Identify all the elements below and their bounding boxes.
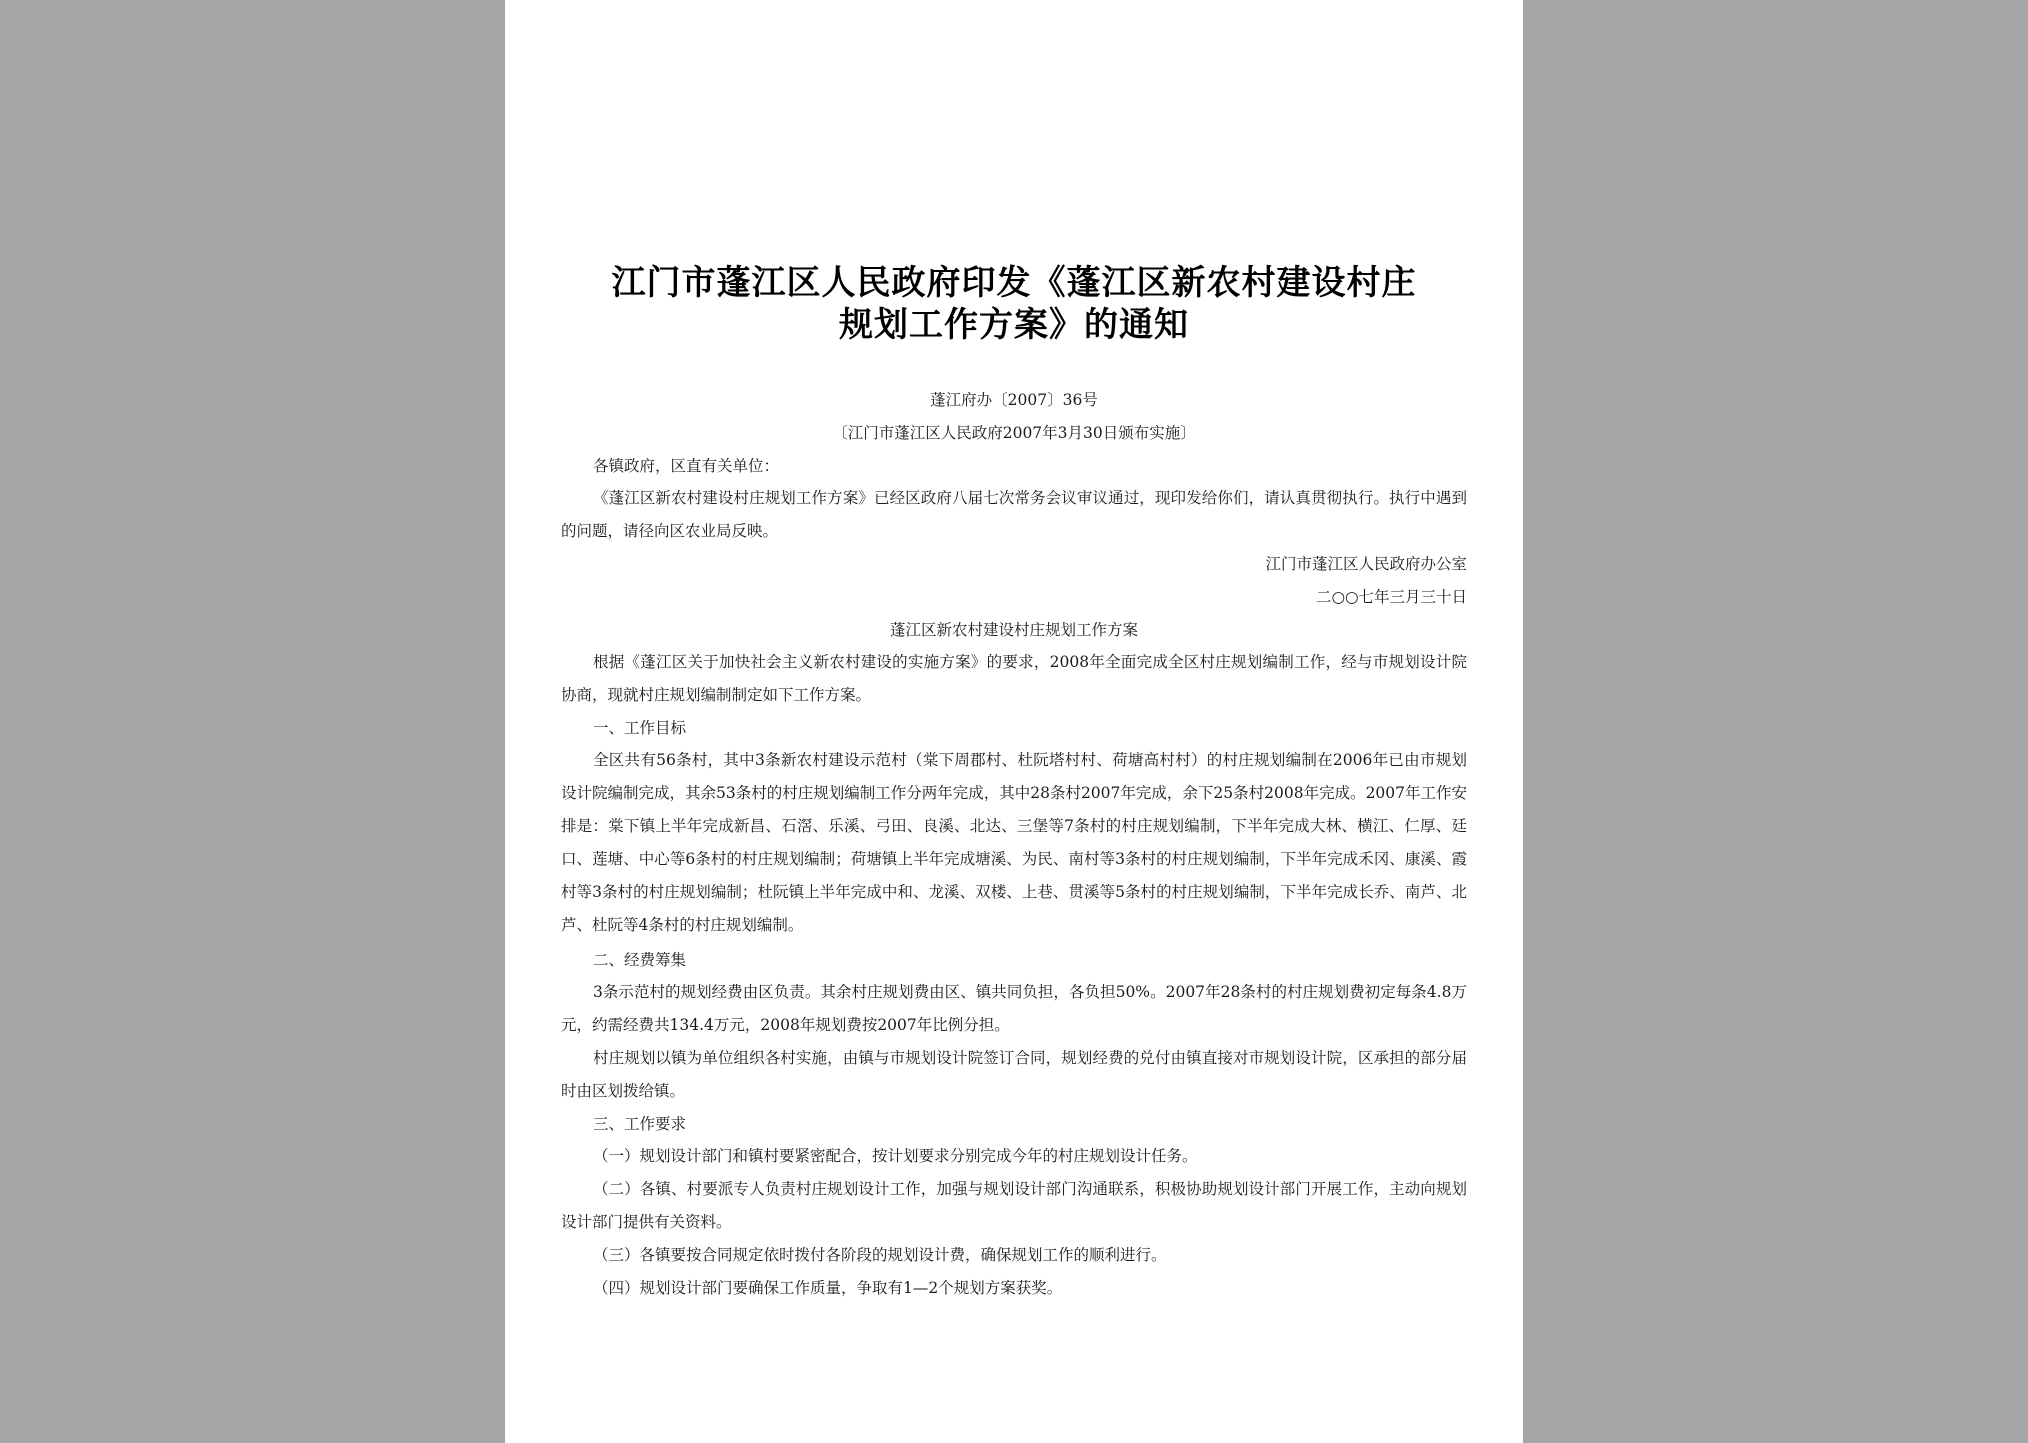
requirement-2: （二）各镇、村要派专人负责村庄规划设计工作，加强与规划设计部门沟通联系，积极协助规划设计部门开展工作，主动向规划设计部门提供有关资料。: [561, 1180, 1467, 1231]
plan-title: 蓬江区新农村建设村庄规划工作方案: [889, 621, 1138, 639]
issuer: 江门市蓬江区人民政府办公室: [1265, 555, 1467, 573]
section-2-text-2: 村庄规划以镇为单位组织各村实施，由镇与市规划设计院签订合同，规划经费的兑付由镇直接对市规划设计院，区承担的部分届时由区划拨给镇。: [561, 1049, 1467, 1100]
requirement-1: （一）规划设计部门和镇村要紧密配合，按计划要求分别完成今年的村庄规划设计任务。: [593, 1147, 1198, 1165]
salutation: 各镇政府，区直有关单位：: [593, 457, 780, 475]
document-title: [561, 262, 1467, 346]
requirement-4: （四）规划设计部门要确保工作质量，争取有1—2个规划方案获奖。: [593, 1279, 1063, 1297]
issue-date: 二○○七年三月三十日: [1315, 588, 1467, 606]
requirement-3: （三）各镇要按合同规定依时拨付各阶段的规划设计费，确保规划工作的顺利进行。: [593, 1246, 1167, 1264]
intro-paragraph: 《蓬江区新农村建设村庄规划工作方案》已经区政府八届七次常务会议审议通过，现印发给你们，请认真贯彻执行。执行中遇到的问题，请径向区农业局反映。: [561, 489, 1467, 540]
document-number: 蓬江府办〔2007〕36号: [930, 391, 1098, 409]
title-line-2: 规划工作方案》的通知: [839, 305, 1189, 345]
section-2-text-1: 3条示范村的规划经费由区负责。其余村庄规划费由区、镇共同负担，各负担50%。2007年28条村的村庄规划费初定每条4.8万元，约需经费共134.4万元，2008年规划费按2007年比例分担。: [561, 983, 1467, 1034]
title-line-1: 江门市蓬江区人民政府印发《蓬江区新农村建设村庄: [611, 263, 1417, 303]
section-1-text: 全区共有56条村，其中3条新农村建设示范村（棠下周郡村、杜阮塔村村、荷塘高村村）的村庄规划编制在2006年已由市规划设计院编制完成，其余53条村的村庄规划编制工作分两年完成，其中28条村2007年完成，余下25条村2008年完成。2007年工作安排是：棠下镇上半年完成新昌、石滘、乐溪、弓田、良溪、北达、三堡等7条村的村庄规划编制，下半年完成大林、横江、仁厚、廷口、莲塘、中心等6条村的村庄规划编制；荷塘镇上半年完成塘溪、为民、南村等3条村的村庄规划编制，下半年完成禾冈、康溪、霞村等3条村的村庄规划编制；杜阮镇上半年完成中和、龙溪、双楼、上巷、贯溪等5条村的村庄规划编制，下半年完成长乔、南芦、北芦、杜阮等4条村的村庄规划编制。: [561, 751, 1468, 934]
document-page: [505, 0, 1523, 1443]
section-1-heading: 一、工作目标: [593, 719, 687, 737]
section-3-heading: 三、工作要求: [593, 1115, 687, 1133]
section-2-heading: 二、经费筹集: [593, 951, 687, 969]
plan-intro: 根据《蓬江区关于加快社会主义新农村建设的实施方案》的要求，2008年全面完成全区村庄规划编制工作，经与市规划设计院协商，现就村庄规划编制制定如下工作方案。: [561, 653, 1467, 704]
issued-note: 〔江门市蓬江区人民政府2007年3月30日颁布实施〕: [832, 424, 1196, 442]
